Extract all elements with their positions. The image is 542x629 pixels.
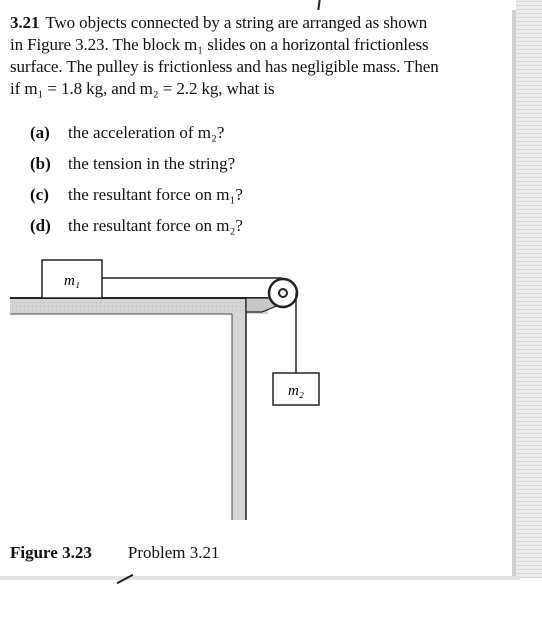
table-side — [232, 314, 246, 520]
problem-line-4: if m₁ = 1.8 kg, and m₂ = 2.2 kg, what is — [10, 79, 275, 98]
part-text: the resultant force on m₁? — [68, 185, 243, 204]
problem-line-3: surface. The pulley is frictionless and has negligible mass. Then — [10, 57, 439, 76]
figure-caption — [10, 543, 219, 563]
table-surface-shade — [10, 298, 268, 314]
problem-label: Problem 3.21 — [127, 543, 220, 562]
problem-line-1 — [10, 12, 516, 34]
part-text: the acceleration of m₂? — [68, 123, 225, 142]
part-letter: (c) — [30, 185, 49, 204]
question-parts — [30, 117, 243, 241]
block-m1-label: m₁ — [63, 273, 81, 289]
problem-line-2: in Figure 3.23. The block m₁ slides on a horizontal frictionless — [10, 35, 429, 54]
question-part-b — [30, 148, 243, 179]
question-part-c — [30, 179, 243, 210]
block-m2-label: m₂ — [287, 383, 305, 399]
part-text: the tension in the string? — [68, 154, 236, 173]
question-part-d — [30, 210, 243, 241]
problem-statement — [10, 12, 516, 100]
part-letter: (b) — [30, 154, 51, 173]
part-letter: (d) — [30, 216, 51, 235]
problem-number: 3.21 — [10, 13, 40, 32]
pulley-axle — [279, 289, 287, 297]
pulley-figure — [0, 250, 520, 530]
figure-label: Figure 3.23 — [10, 543, 92, 562]
part-text: the resultant force on m₂? — [68, 216, 243, 235]
scan-bottom-edge — [0, 576, 520, 580]
problem-line-1-text: Two objects connected by a string are arranged as shown — [45, 13, 428, 32]
question-part-a — [30, 117, 243, 148]
part-letter: (a) — [30, 123, 50, 142]
